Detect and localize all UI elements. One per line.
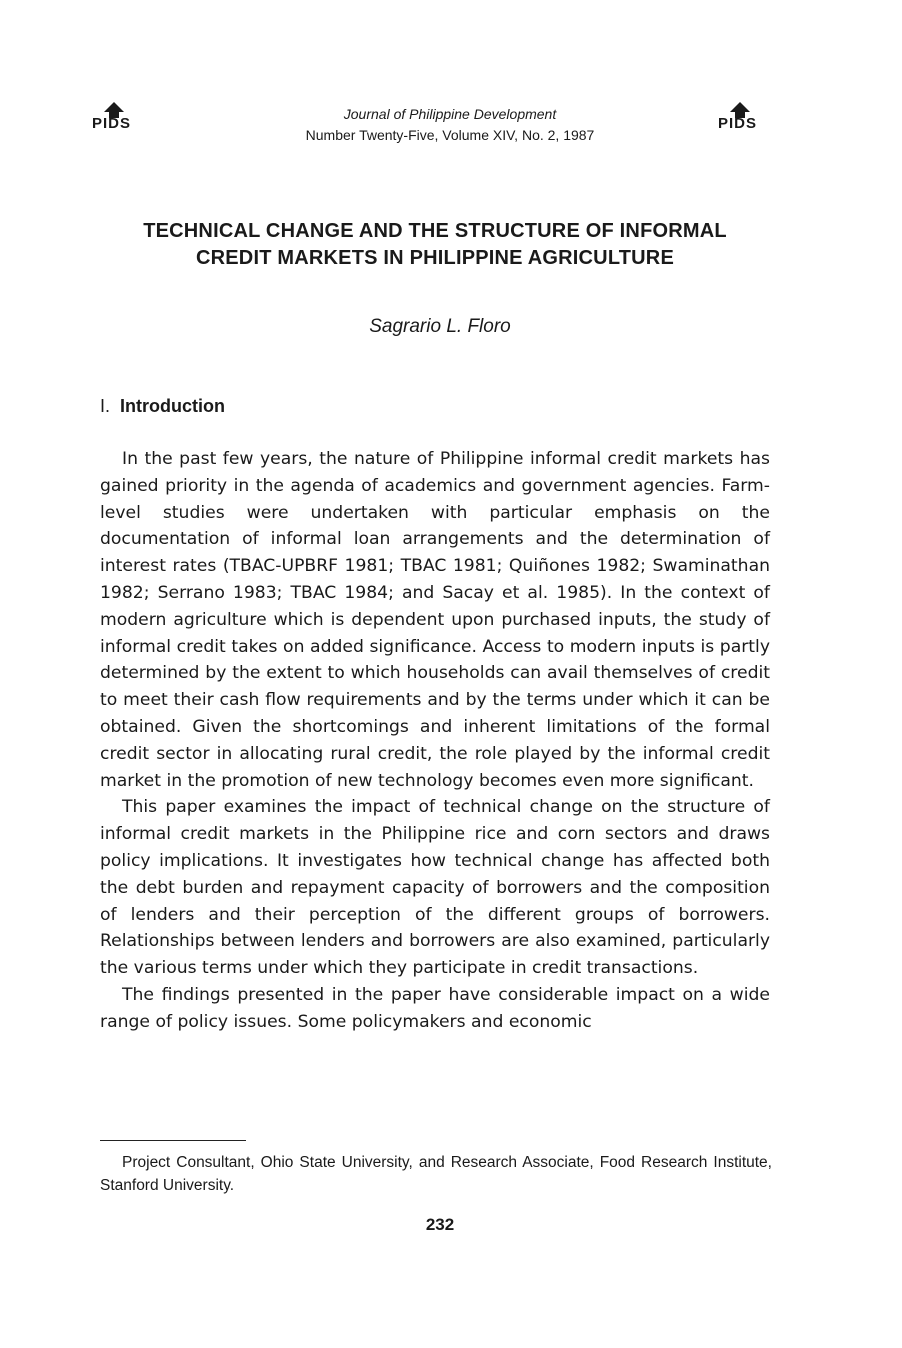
journal-title: Journal of Philippine Development [343, 106, 557, 122]
pids-logo-right [716, 100, 764, 132]
footnote-divider [100, 1140, 246, 1141]
article-title-line-2: CREDIT MARKETS IN PHILIPPINE AGRICULTURE [195, 247, 674, 269]
svg-text:PIDS: PIDS [92, 115, 132, 132]
section-heading [100, 393, 225, 419]
paragraph: The findings presented in the paper have considerable impact on a wide range of policy issues. Some policymakers and economic [100, 984, 770, 1032]
journal-header [200, 104, 700, 146]
section-title: Introduction [120, 396, 225, 416]
paragraph: This paper examines the impact of technical change on the structure of informal credit markets in the Philippine rice and corn sectors and draws policy implications. It investigates how technical change has affected both the debt burden and repayment capacity of borrowers and the composition of lenders and their perception of the different groups of borrowers. Relationships between lenders and borrowers are also examined, particularly the various terms under which they participate in credit transactions. [100, 797, 770, 979]
section-number: I. [100, 396, 111, 416]
paragraph: In the past few years, the nature of Philippine informal credit markets has gained priority in the agenda of academics and government agencies. Farm-level studies were undertaken with particular emphasis on the documentation of informal loan arrangements and the determination of interest rates (TBAC-UPBRF 1981; TBAC 1981; Quiñones 1982; Swaminathan 1982; Serrano 1983; TBAC 1984; and Sacay et al. 1985). In the context of modern agriculture which is dependent upon purchased inputs, the study of informal credit takes on added significance. Access to modern inputs is partly determined by the extent to which households can avail themselves of credit to meet their cash flow requirements and by the terms under which it can be obtained. Given the shortcomings and inherent limitations of the formal credit sector in allocating rural credit, the role played by the informal credit market in the promotion of new technology becomes even more significant. [100, 449, 770, 791]
body-text [100, 446, 770, 1036]
journal-issue: Number Twenty-Five, Volume XIV, No. 2, 1987 [305, 127, 595, 143]
article-title [90, 218, 780, 272]
author-name: Sagrario L. Floro [369, 316, 511, 337]
pids-logo-left [90, 100, 138, 132]
page-number: 232 [425, 1215, 455, 1234]
svg-text:PIDS: PIDS [718, 115, 758, 132]
footnote-text: Project Consultant, Ohio State University, and Research Associate, Food Research Institute, Stanford University. [100, 1154, 772, 1194]
article-title-line-1: TECHNICAL CHANGE AND THE STRUCTURE OF INFORMAL [143, 220, 727, 242]
footnote [100, 1151, 772, 1197]
